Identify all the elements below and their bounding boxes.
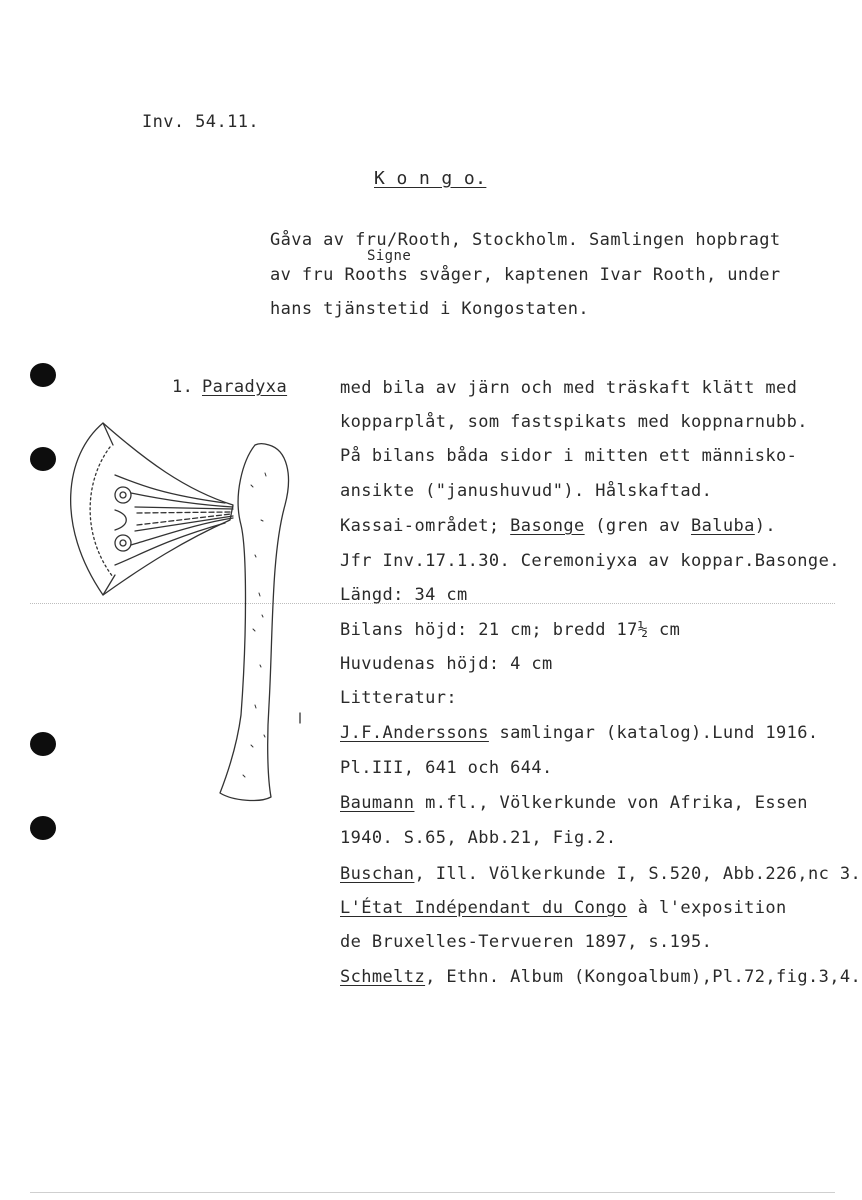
literature-text: de Bruxelles-Tervueren 1897, s.195. <box>340 932 713 952</box>
punch-hole <box>30 816 56 840</box>
literature-text: 1940. S.65, Abb.21, Fig.2. <box>340 828 617 848</box>
area-text: ). <box>754 516 777 536</box>
literature-text: , Ethn. Album (Kongoalbum),Pl.72,fig.3,4. <box>425 967 862 987</box>
axe-blade-inner <box>90 447 113 577</box>
length-line: Längd: 34 cm <box>340 585 468 605</box>
literature-line <box>340 864 861 884</box>
area-text: (gren av <box>584 516 691 536</box>
description-line: med bila av järn och med träskaft klätt med <box>340 378 798 398</box>
blade-size-line: Bilans höjd: 21 cm; bredd 17½ cm <box>340 620 681 640</box>
literature-line <box>340 723 819 743</box>
axe-handle-outline <box>220 444 288 801</box>
inventory-number: Inv. 54.11. <box>142 112 259 132</box>
area-text: Kassai-området; <box>340 516 511 536</box>
literature-text: Pl.III, 641 och 644. <box>340 758 553 778</box>
literature-author: L'État Indépendant du Congo <box>340 898 628 918</box>
heads-height-line: Huvudenas höjd: 4 cm <box>340 654 553 674</box>
janus-face <box>115 487 131 503</box>
literature-line <box>340 828 617 848</box>
literature-text: m.fl., Völkerkunde von Afrika, Essen <box>414 793 808 813</box>
punch-hole <box>30 732 56 756</box>
literature-line <box>340 793 808 813</box>
scan-artifact-line <box>30 1192 835 1193</box>
janus-face <box>115 535 131 551</box>
literature-line <box>340 932 712 952</box>
compare-line: Jfr Inv.17.1.30. Ceremoniyxa av koppar.Basonge. <box>340 551 840 571</box>
provenance-line: Gåva av fru/Rooth, Stockholm. Samlingen hopbragt <box>270 230 781 250</box>
literature-author: Schmeltz <box>340 967 426 987</box>
tribe-name: Basonge <box>510 516 585 536</box>
provenance-line: hans tjänstetid i Kongostaten. <box>270 299 590 319</box>
punch-hole <box>30 447 56 471</box>
entry-name: Paradyxa <box>202 377 288 397</box>
region-title: K o n g o. <box>374 168 487 189</box>
description-line: kopparplåt, som fastspikats med koppnarnubb. <box>340 412 808 432</box>
literature-heading: Litteratur: <box>340 688 457 708</box>
entry-number: 1. <box>172 377 194 397</box>
provenance-area-line <box>340 516 776 536</box>
group-name: Baluba <box>690 516 755 536</box>
literature-text: à l'exposition <box>627 898 787 918</box>
literature-text: , Ill. Völkerkunde I, S.520, Abb.226,nc 3. <box>414 864 862 884</box>
provenance-line: av fru Rooths svåger, kaptenen Ivar Rooth, under <box>270 265 781 285</box>
literature-author: J.F.Anderssons <box>340 723 489 743</box>
literature-line <box>340 898 787 918</box>
provenance-insertion: Signe <box>367 248 412 264</box>
literature-text: samlingar (katalog).Lund 1916. <box>488 723 819 743</box>
description-line: På bilans båda sidor i mitten ett människo- <box>340 446 798 466</box>
literature-line <box>340 758 553 778</box>
literature-author: Baumann <box>340 793 415 813</box>
axe-sketch-illustration <box>55 415 305 835</box>
description-line: ansikte ("janushuvud"). Hålskaftad. <box>340 481 713 501</box>
punch-hole <box>30 363 56 387</box>
literature-line <box>340 967 861 987</box>
literature-author: Buschan <box>340 864 415 884</box>
